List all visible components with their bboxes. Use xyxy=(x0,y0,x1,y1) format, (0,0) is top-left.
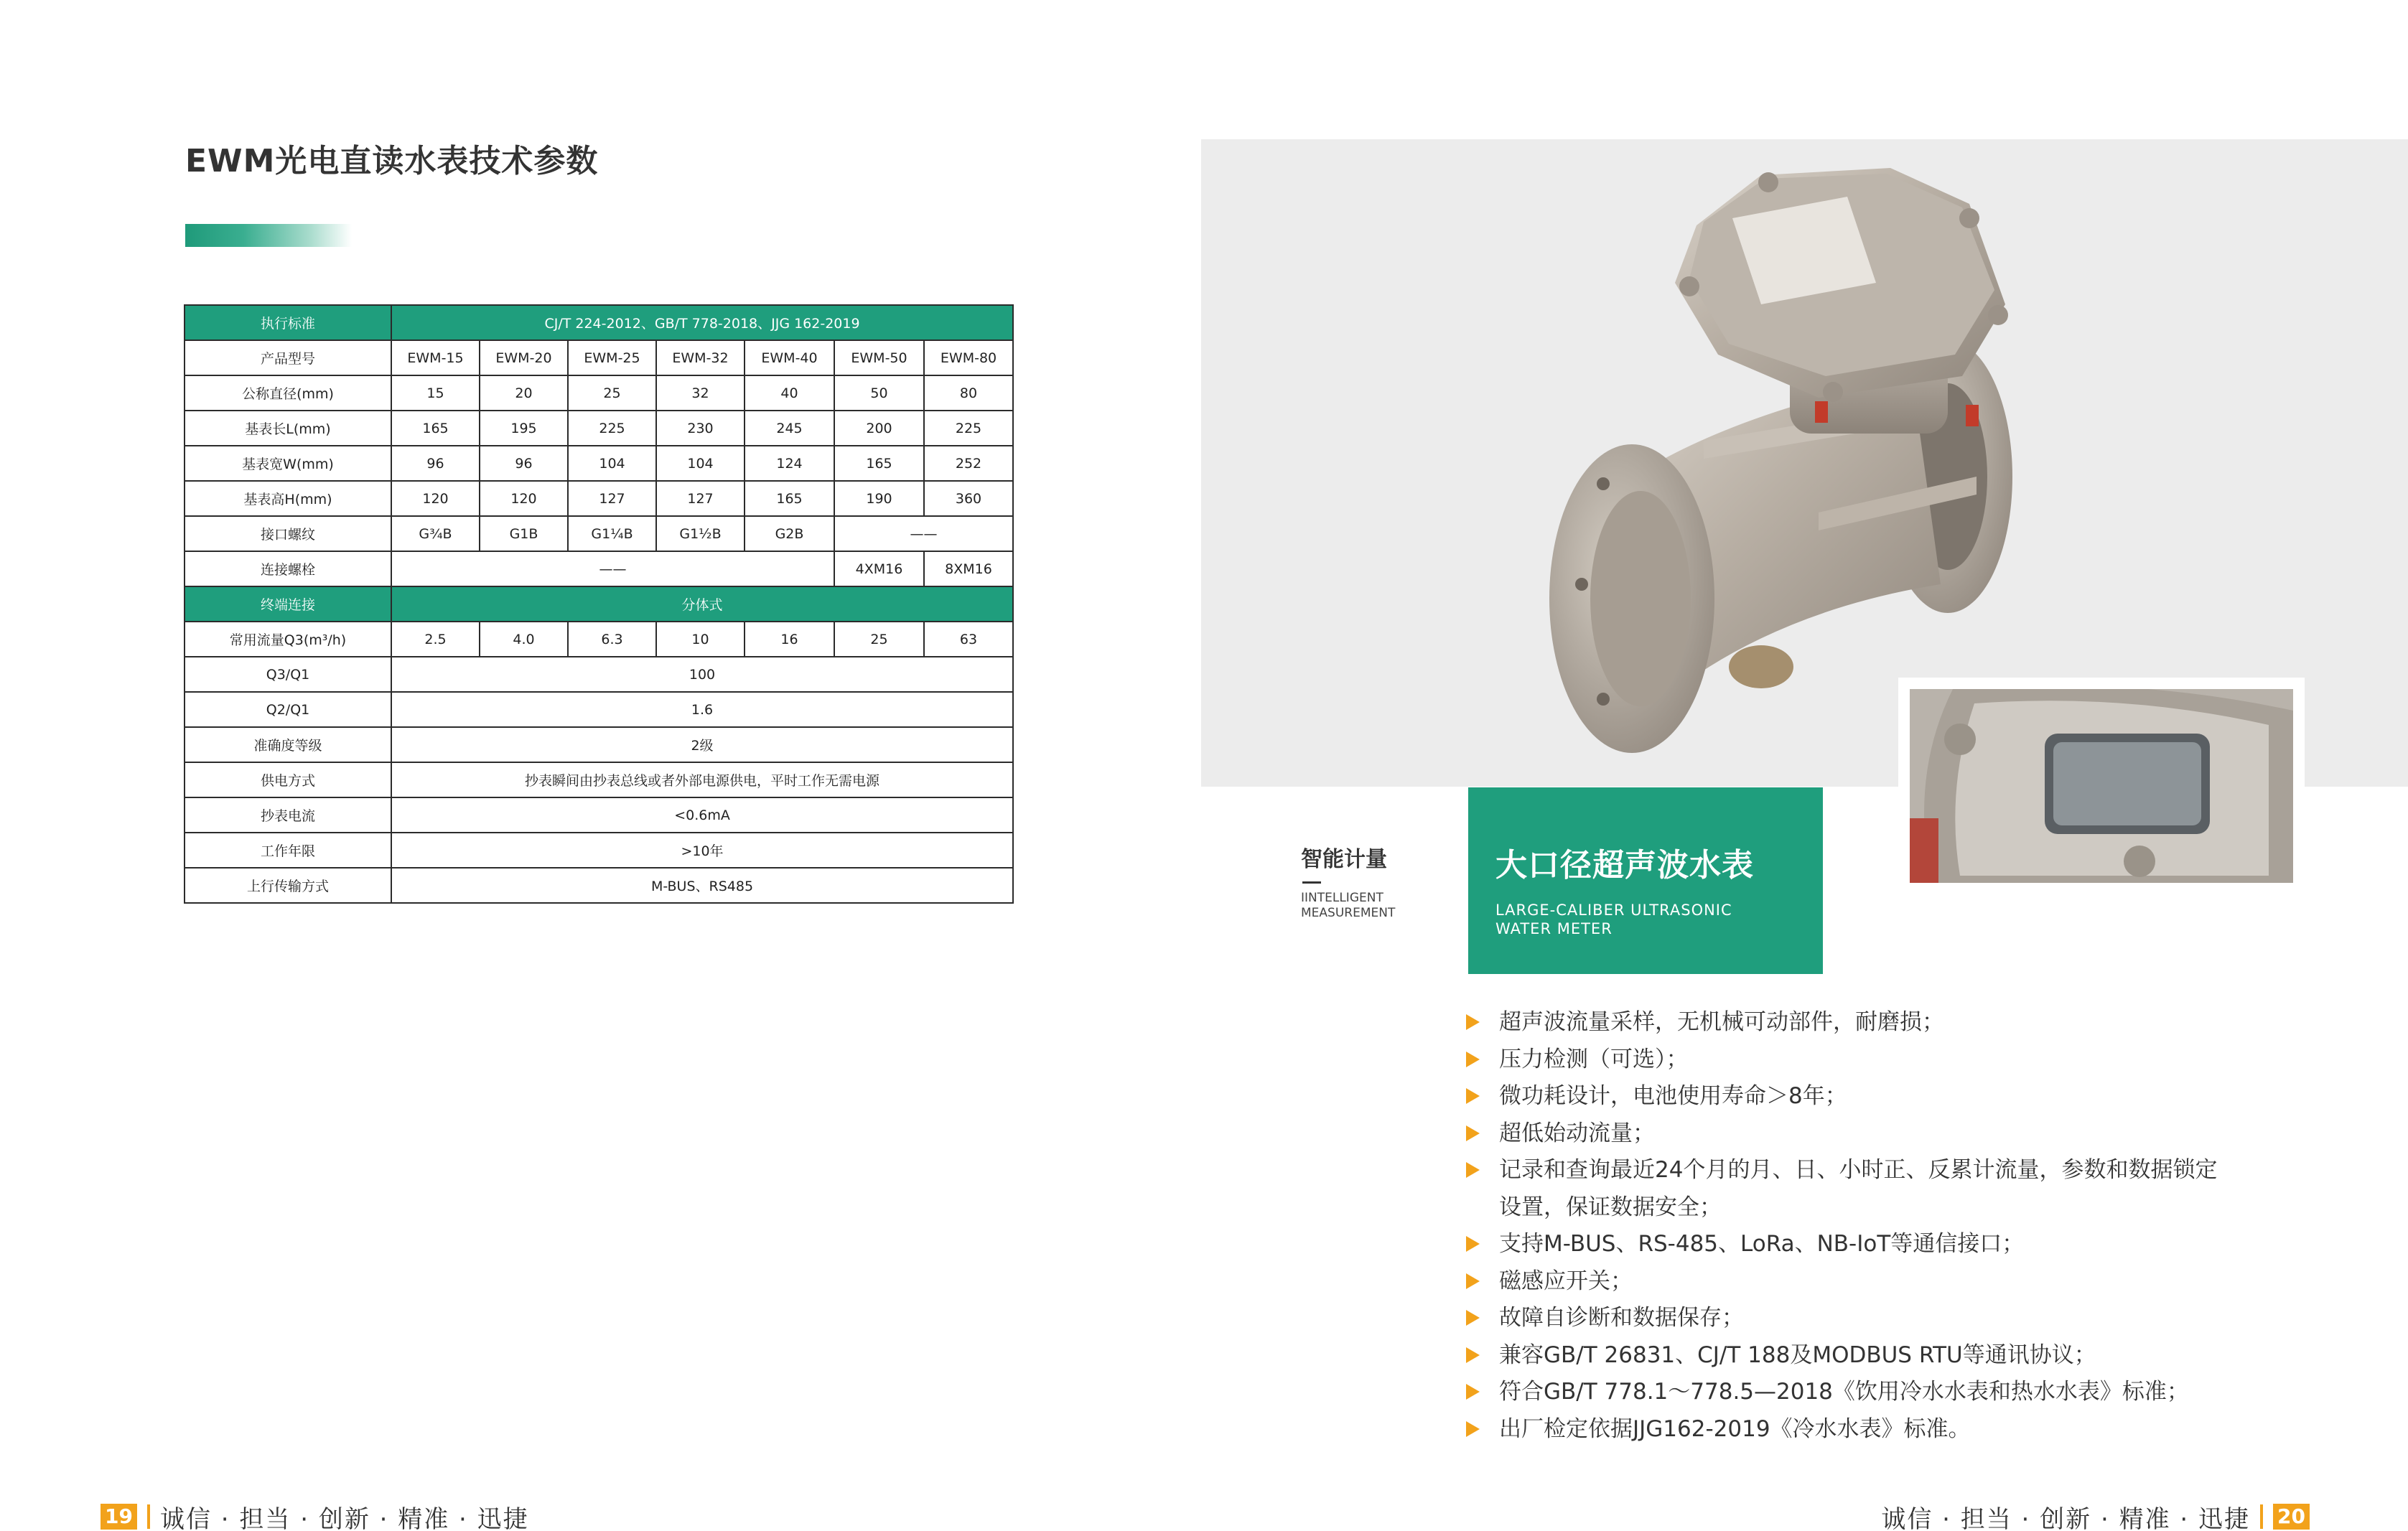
row-label: 连接螺栓 xyxy=(185,551,391,586)
row-label: Q3/Q1 xyxy=(185,657,391,692)
table-cell: <0.6mA xyxy=(391,797,1013,833)
table-cell: 252 xyxy=(924,446,1013,481)
product-card xyxy=(1468,787,1823,974)
table-cell: EWM-50 xyxy=(834,340,924,375)
table-cell: G¾B xyxy=(391,516,480,551)
row-label: 接口螺纹 xyxy=(185,516,391,551)
triangle-bullet-icon xyxy=(1466,1347,1480,1363)
table-cell: 230 xyxy=(656,411,745,446)
product-subtitle-1: LARGE-CALIBER ULTRASONIC xyxy=(1495,902,1732,919)
table-cell: 225 xyxy=(924,411,1013,446)
table-row xyxy=(185,833,1013,868)
table-cell: EWM-32 xyxy=(656,340,745,375)
table-cell: EWM-15 xyxy=(391,340,480,375)
table-row xyxy=(185,797,1013,833)
footer-right xyxy=(1881,1502,2310,1531)
table-cell: 15 xyxy=(391,375,480,411)
row-label: 执行标准 xyxy=(185,305,391,340)
table-row xyxy=(185,446,1013,481)
table-cell: 2.5 xyxy=(391,622,480,657)
page-number: 19 xyxy=(101,1504,137,1530)
table-row xyxy=(185,868,1013,903)
table-cell: 200 xyxy=(834,411,924,446)
table-row xyxy=(185,622,1013,657)
triangle-bullet-icon xyxy=(1466,1384,1480,1400)
table-cell: 63 xyxy=(924,622,1013,657)
list-item: 磁感应开关； xyxy=(1465,1263,2217,1301)
table-cell: 225 xyxy=(568,411,656,446)
table-row xyxy=(185,586,1013,622)
list-item: 超低始动流量； xyxy=(1465,1115,2217,1153)
list-item: 符合GB/T 778.1～778.5—2018《饮用冷水水表和热水水表》标准； xyxy=(1465,1374,2217,1411)
table-cell: 360 xyxy=(924,481,1013,516)
table-row xyxy=(185,727,1013,762)
table-cell: 165 xyxy=(391,411,480,446)
table-cell: 96 xyxy=(480,446,568,481)
table-row xyxy=(185,516,1013,551)
product-title: 大口径超声波水表 xyxy=(1495,847,1754,884)
display-detail-photo xyxy=(1898,678,2305,894)
row-label: 常用流量Q3(m³/h) xyxy=(185,622,391,657)
table-cell: EWM-40 xyxy=(745,340,834,375)
list-item: 出厂检定依据JJG162-2019《冷水水表》标准。 xyxy=(1465,1411,2217,1448)
table-cell: 分体式 xyxy=(391,586,1013,622)
table-cell: 32 xyxy=(656,375,745,411)
list-item-continuation: 设置，保证数据安全； xyxy=(1499,1194,1722,1220)
table-row xyxy=(185,551,1013,586)
table-cell: 104 xyxy=(568,446,656,481)
table-row xyxy=(185,692,1013,727)
list-item: 兼容GB/T 26831、CJ/T 188及MODBUS RTU等通讯协议； xyxy=(1465,1337,2217,1375)
table-cell: 2级 xyxy=(391,727,1013,762)
row-label: 基表长L(mm) xyxy=(185,411,391,446)
row-label: 基表高H(mm) xyxy=(185,481,391,516)
spec-table xyxy=(184,304,1014,904)
list-item: 记录和查询最近24个月的月、日、小时正、反累计流量，参数和数据锁定 xyxy=(1465,1152,2217,1189)
table-cell: 100 xyxy=(391,657,1013,692)
table-cell: G2B xyxy=(745,516,834,551)
table-row xyxy=(185,340,1013,375)
table-cell: 抄表瞬间由抄表总线或者外部电源供电，平时工作无需电源 xyxy=(391,762,1013,797)
table-cell: 8XM16 xyxy=(924,551,1013,586)
side-tag-divider xyxy=(1302,881,1321,884)
side-tag xyxy=(1301,841,1395,921)
triangle-bullet-icon xyxy=(1466,1273,1480,1289)
row-label: Q2/Q1 xyxy=(185,692,391,727)
table-cell: 96 xyxy=(391,446,480,481)
table-cell: 195 xyxy=(480,411,568,446)
table-cell: 1.6 xyxy=(391,692,1013,727)
row-label: 准确度等级 xyxy=(185,727,391,762)
triangle-bullet-icon xyxy=(1466,1310,1480,1326)
table-cell: 50 xyxy=(834,375,924,411)
table-cell: 165 xyxy=(834,446,924,481)
page-number: 20 xyxy=(2273,1504,2310,1530)
row-label: 产品型号 xyxy=(185,340,391,375)
triangle-bullet-icon xyxy=(1466,1421,1480,1437)
list-item: 故障自诊断和数据保存； xyxy=(1465,1300,2217,1337)
page-separator xyxy=(2260,1504,2263,1529)
table-cell: 40 xyxy=(745,375,834,411)
table-cell: —— xyxy=(391,551,834,586)
side-tag-title: 智能计量 xyxy=(1301,847,1387,872)
footer-left xyxy=(101,1502,529,1531)
side-tag-subtitle-2: MEASUREMENT xyxy=(1301,906,1396,920)
table-cell: G1B xyxy=(480,516,568,551)
table-cell: 25 xyxy=(568,375,656,411)
row-label: 供电方式 xyxy=(185,762,391,797)
triangle-bullet-icon xyxy=(1466,1088,1480,1104)
table-cell: G1½B xyxy=(656,516,745,551)
table-cell: 4.0 xyxy=(480,622,568,657)
table-cell: 245 xyxy=(745,411,834,446)
row-label: 工作年限 xyxy=(185,833,391,868)
row-label: 公称直径(mm) xyxy=(185,375,391,411)
footer-slogan: 诚信 · 担当 · 创新 · 精准 · 迅捷 xyxy=(159,1504,529,1531)
row-label: 终端连接 xyxy=(185,586,391,622)
meter-display-illustration xyxy=(1910,689,2293,883)
side-tag-subtitle-1: IINTELLIGENT xyxy=(1301,891,1383,905)
table-cell: G1¼B xyxy=(568,516,656,551)
table-cell: 127 xyxy=(568,481,656,516)
table-cell: 6.3 xyxy=(568,622,656,657)
table-row xyxy=(185,305,1013,340)
table-cell: 80 xyxy=(924,375,1013,411)
triangle-bullet-icon xyxy=(1466,1052,1480,1067)
table-row xyxy=(185,762,1013,797)
title-accent-bar xyxy=(185,224,352,247)
table-cell: 165 xyxy=(745,481,834,516)
product-subtitle-2: WATER METER xyxy=(1495,920,1613,937)
table-cell: 120 xyxy=(391,481,480,516)
row-label: 基表宽W(mm) xyxy=(185,446,391,481)
table-row xyxy=(185,411,1013,446)
list-item: 支持M-BUS、RS-485、LoRa、NB-IoT等通信接口； xyxy=(1465,1226,2217,1263)
table-cell: —— xyxy=(834,516,1013,551)
triangle-bullet-icon xyxy=(1466,1162,1480,1178)
table-row xyxy=(185,657,1013,692)
table-cell: 25 xyxy=(834,622,924,657)
table-cell: 10 xyxy=(656,622,745,657)
table-cell: EWM-25 xyxy=(568,340,656,375)
page-title: EWM光电直读水表技术参数 xyxy=(185,143,599,179)
list-item: 压力检测（可选）； xyxy=(1465,1041,2217,1079)
table-cell: EWM-80 xyxy=(924,340,1013,375)
table-cell: 4XM16 xyxy=(834,551,924,586)
triangle-bullet-icon xyxy=(1466,1236,1480,1252)
table-cell: CJ/T 224-2012、GB/T 778-2018、JJG 162-2019 xyxy=(391,305,1013,340)
table-cell: 124 xyxy=(745,446,834,481)
table-cell: M-BUS、RS485 xyxy=(391,868,1013,903)
table-row xyxy=(185,375,1013,411)
feature-list xyxy=(1465,1004,2217,1448)
table-row xyxy=(185,481,1013,516)
table-cell: >10年 xyxy=(391,833,1013,868)
table-cell: 20 xyxy=(480,375,568,411)
triangle-bullet-icon xyxy=(1466,1125,1480,1141)
footer-slogan: 诚信 · 担当 · 创新 · 精准 · 迅捷 xyxy=(1881,1504,2251,1531)
list-item: 微功耗设计，电池使用寿命＞8年； xyxy=(1465,1078,2217,1115)
table-cell: 120 xyxy=(480,481,568,516)
table-cell: 127 xyxy=(656,481,745,516)
triangle-bullet-icon xyxy=(1466,1014,1480,1030)
list-item: 超声波流量采样，无机械可动部件，耐磨损； xyxy=(1465,1004,2217,1041)
row-label: 抄表电流 xyxy=(185,797,391,833)
page-separator xyxy=(147,1504,150,1529)
table-cell: 190 xyxy=(834,481,924,516)
table-cell: EWM-20 xyxy=(480,340,568,375)
table-cell: 16 xyxy=(745,622,834,657)
table-cell: 104 xyxy=(656,446,745,481)
row-label: 上行传输方式 xyxy=(185,868,391,903)
